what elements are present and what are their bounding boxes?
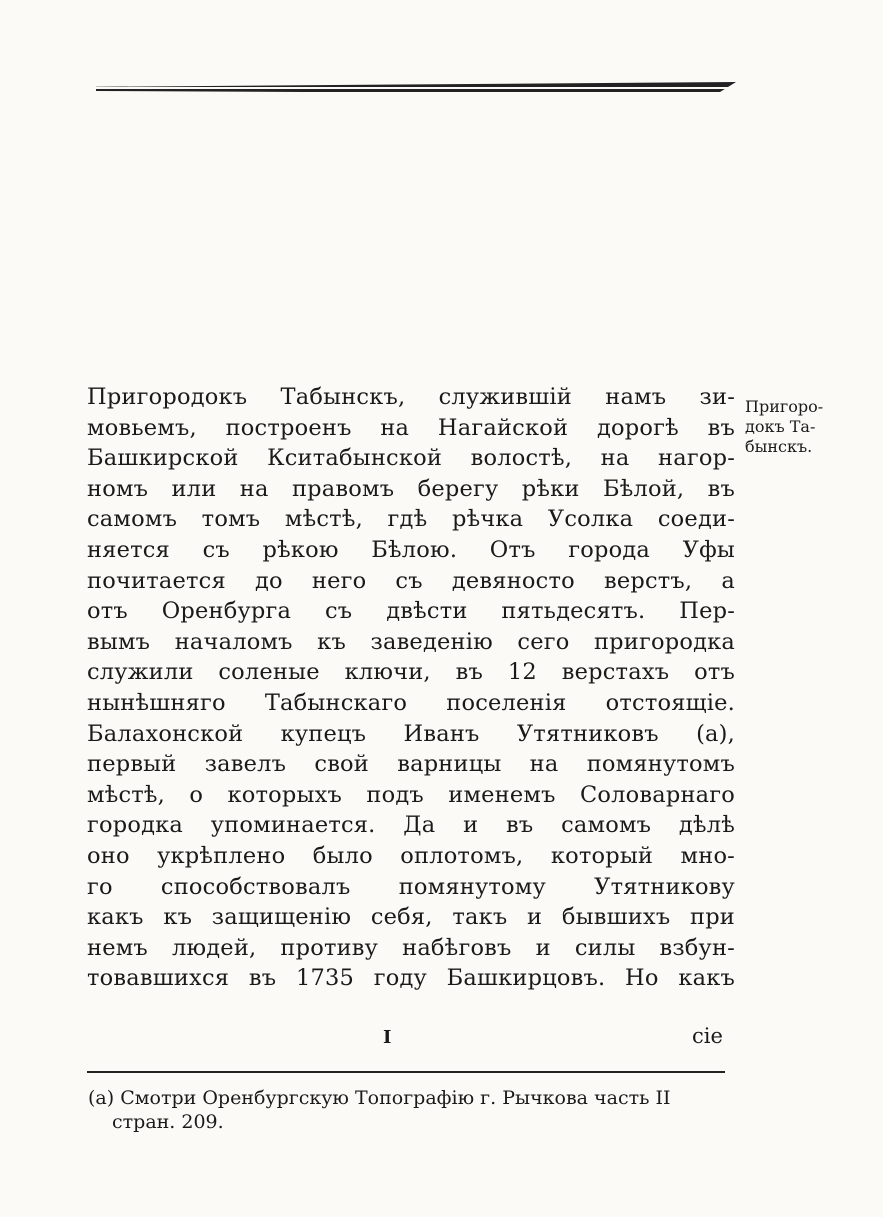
text-line: няется съ рѣкою Бѣлою. Отъ города Уфы (87, 536, 735, 563)
margin-note (745, 397, 877, 457)
signature-mark: I (383, 1027, 392, 1048)
margin-note-line: Пригоро- (745, 397, 824, 416)
text-line: вымъ началомъ къ заведенію сего пригородка (87, 628, 735, 655)
text-line: почитается до него съ девяносто верстъ, а (87, 567, 735, 594)
text-line: мѣстѣ, о которыхъ подъ именемъ Соловарнаго (87, 781, 735, 808)
header-rule (96, 82, 736, 94)
footnote-line: (а) Смотри Оренбургскую Топографію г. Рычкова часть II (88, 1087, 671, 1109)
text-line: городка упоминается. Да и въ самомъ дѣлѣ (87, 812, 735, 839)
text-line: первый завелъ свой варницы на помянутомъ (87, 751, 735, 778)
text-line: отъ Оренбурга съ двѣсти пятьдесятъ. Пер- (87, 598, 735, 625)
text-line: Башкирской Кситабынской волостѣ, на нагор- (87, 445, 735, 472)
catchword: сіе (692, 1024, 723, 1048)
footnote-line: стран. 209. (112, 1111, 224, 1133)
text-line: мовьемъ, построенъ на Нагайской дорогѣ въ (87, 414, 735, 441)
text-line: Пригородокъ Табынскъ, служившій намъ зи- (87, 384, 735, 410)
text-line: нынѣшняго Табынскаго поселенія отстоящіе. (87, 689, 735, 716)
footnote (88, 1086, 738, 1134)
text-line: служили соленые ключи, въ 12 верстахъ отъ (87, 659, 735, 686)
text-line: номъ или на правомъ берегу рѣки Бѣлой, въ (87, 475, 735, 502)
text-line: товавшихся въ 1735 году Башкирцовъ. Но какъ (87, 965, 735, 992)
footnote-rule (87, 1071, 725, 1073)
main-text (87, 382, 735, 994)
text-line: какъ къ защищенію себя, такъ и бывшихъ при (87, 904, 735, 931)
text-line: го способствовалъ помянутому Утятникову (87, 873, 735, 900)
text-line: Балахонской купецъ Иванъ Утятниковъ (а), (87, 720, 735, 747)
margin-note-line: бынскъ. (745, 437, 813, 456)
text-line: самомъ томъ мѣстѣ, гдѣ рѣчка Усолка соеди- (87, 506, 735, 533)
text-line: немъ людей, противу набѣговъ и силы взбун- (87, 934, 735, 961)
text-line: оно укрѣплено было оплотомъ, который мно- (87, 842, 735, 869)
margin-note-line: докъ Та- (745, 417, 816, 436)
